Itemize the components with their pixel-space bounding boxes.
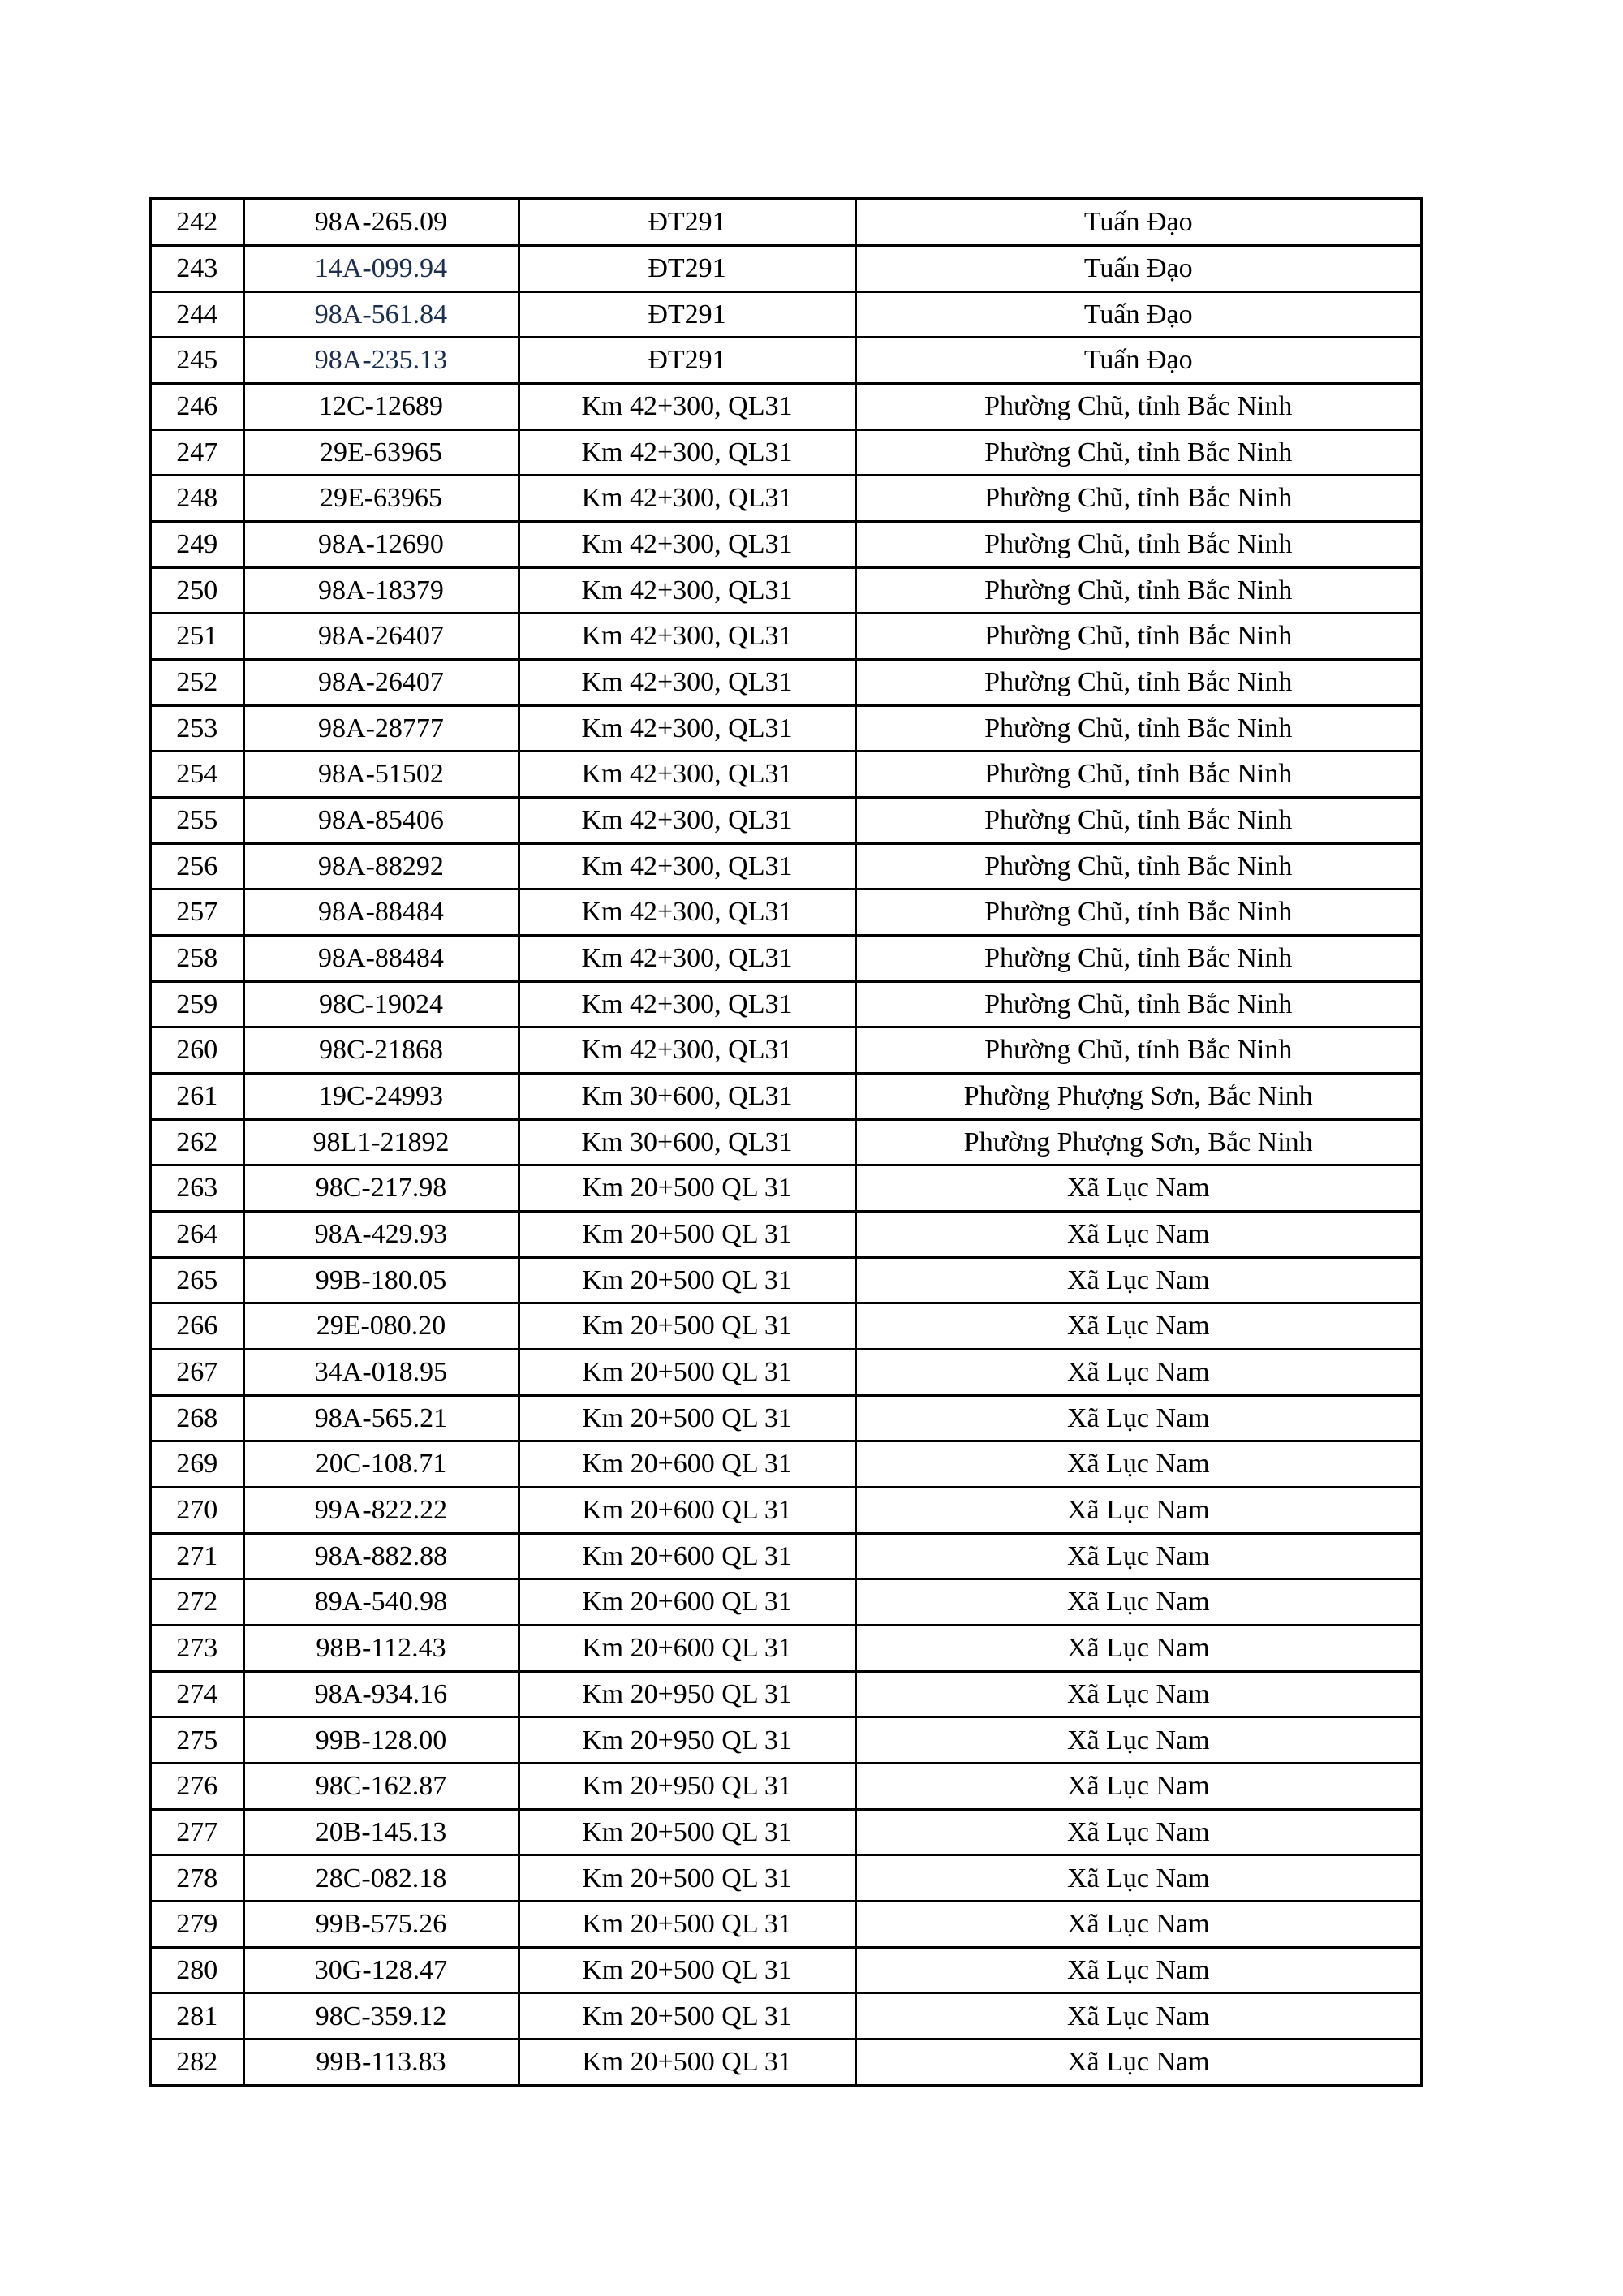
row-number-cell: 278 <box>150 1855 243 1902</box>
plate-number-cell: 98A-88292 <box>243 843 519 890</box>
place-name-cell: Xã Lục Nam <box>855 1717 1422 1764</box>
plate-number-cell: 20B-145.13 <box>243 1809 519 1855</box>
place-name-cell: Phường Chũ, tỉnh Bắc Ninh <box>855 705 1422 752</box>
table-row <box>150 199 1422 245</box>
table-row <box>150 659 1422 705</box>
table-row <box>150 1119 1422 1165</box>
plate-number-cell: 19C-24993 <box>243 1073 519 1119</box>
row-number-cell: 257 <box>150 890 243 936</box>
row-number-cell: 243 <box>150 245 243 291</box>
table-row <box>150 338 1422 384</box>
route-location-cell: Km 42+300, QL31 <box>519 659 855 705</box>
plate-number-cell: 29E-080.20 <box>243 1303 519 1350</box>
route-location-cell: Km 30+600, QL31 <box>519 1073 855 1119</box>
place-name-cell: Phường Chũ, tỉnh Bắc Ninh <box>855 521 1422 567</box>
row-number-cell: 258 <box>150 935 243 981</box>
plate-number-cell: 98L1-21892 <box>243 1119 519 1165</box>
route-location-cell: Km 30+600, QL31 <box>519 1119 855 1165</box>
row-number-cell: 279 <box>150 1902 243 1948</box>
table-row <box>150 245 1422 291</box>
row-number-cell: 282 <box>150 2040 243 2086</box>
plate-number-cell: 20C-108.71 <box>243 1441 519 1488</box>
route-location-cell: Km 20+500 QL 31 <box>519 2040 855 2086</box>
row-number-cell: 247 <box>150 429 243 476</box>
route-location-cell: Km 42+300, QL31 <box>519 1027 855 1074</box>
place-name-cell: Phường Chũ, tỉnh Bắc Ninh <box>855 935 1422 981</box>
plate-number-cell: 98A-88484 <box>243 890 519 936</box>
plate-number-cell: 98A-12690 <box>243 521 519 567</box>
place-name-cell: Xã Lục Nam <box>855 1349 1422 1395</box>
table-row <box>150 1809 1422 1855</box>
table-row <box>150 2040 1422 2086</box>
route-location-cell: Km 20+950 QL 31 <box>519 1717 855 1764</box>
table-row <box>150 705 1422 752</box>
row-number-cell: 266 <box>150 1303 243 1350</box>
place-name-cell: Xã Lục Nam <box>855 2040 1422 2086</box>
table-row <box>150 1073 1422 1119</box>
route-location-cell: Km 42+300, QL31 <box>519 567 855 614</box>
row-number-cell: 271 <box>150 1533 243 1579</box>
row-number-cell: 253 <box>150 705 243 752</box>
table-row <box>150 1349 1422 1395</box>
row-number-cell: 265 <box>150 1257 243 1303</box>
place-name-cell: Phường Chũ, tỉnh Bắc Ninh <box>855 614 1422 660</box>
route-location-cell: Km 42+300, QL31 <box>519 705 855 752</box>
table-row <box>150 429 1422 476</box>
row-number-cell: 245 <box>150 338 243 384</box>
place-name-cell: Xã Lục Nam <box>855 1211 1422 1257</box>
plate-number-cell: 29E-63965 <box>243 429 519 476</box>
place-name-cell: Xã Lục Nam <box>855 1855 1422 1902</box>
plate-number-cell: 28C-082.18 <box>243 1855 519 1902</box>
row-number-cell: 252 <box>150 659 243 705</box>
route-location-cell: Km 20+600 QL 31 <box>519 1626 855 1672</box>
route-location-cell: Km 42+300, QL31 <box>519 843 855 890</box>
row-number-cell: 281 <box>150 1993 243 2040</box>
place-name-cell: Phường Chũ, tỉnh Bắc Ninh <box>855 1027 1422 1074</box>
place-name-cell: Xã Lục Nam <box>855 1809 1422 1855</box>
plate-number-cell: 99B-128.00 <box>243 1717 519 1764</box>
row-number-cell: 254 <box>150 752 243 798</box>
table-row <box>150 1211 1422 1257</box>
row-number-cell: 246 <box>150 383 243 429</box>
table-row <box>150 1993 1422 2040</box>
route-location-cell: Km 42+300, QL31 <box>519 614 855 660</box>
table-row <box>150 567 1422 614</box>
plate-number-cell: 98C-21868 <box>243 1027 519 1074</box>
row-number-cell: 255 <box>150 797 243 843</box>
table-row <box>150 1947 1422 1993</box>
plate-number-cell: 98A-565.21 <box>243 1395 519 1441</box>
place-name-cell: Xã Lục Nam <box>855 1533 1422 1579</box>
table-row <box>150 1717 1422 1764</box>
route-location-cell: Km 20+950 QL 31 <box>519 1671 855 1717</box>
place-name-cell: Phường Chũ, tỉnh Bắc Ninh <box>855 659 1422 705</box>
route-location-cell: Km 20+500 QL 31 <box>519 1855 855 1902</box>
route-location-cell: ĐT291 <box>519 245 855 291</box>
place-name-cell: Phường Phượng Sơn, Bắc Ninh <box>855 1119 1422 1165</box>
route-location-cell: Km 20+600 QL 31 <box>519 1533 855 1579</box>
plate-number-cell: 14A-099.94 <box>243 245 519 291</box>
place-name-cell: Xã Lục Nam <box>855 1488 1422 1534</box>
place-name-cell: Phường Chũ, tỉnh Bắc Ninh <box>855 383 1422 429</box>
plate-number-cell: 98A-26407 <box>243 659 519 705</box>
plate-number-cell: 98A-28777 <box>243 705 519 752</box>
route-location-cell: Km 20+500 QL 31 <box>519 1257 855 1303</box>
plate-number-cell: 99B-575.26 <box>243 1902 519 1948</box>
plate-number-cell: 98A-88484 <box>243 935 519 981</box>
row-number-cell: 249 <box>150 521 243 567</box>
row-number-cell: 256 <box>150 843 243 890</box>
place-name-cell: Xã Lục Nam <box>855 1257 1422 1303</box>
place-name-cell: Phường Phượng Sơn, Bắc Ninh <box>855 1073 1422 1119</box>
place-name-cell: Phường Chũ, tỉnh Bắc Ninh <box>855 476 1422 522</box>
route-location-cell: ĐT291 <box>519 291 855 338</box>
route-location-cell: Km 42+300, QL31 <box>519 383 855 429</box>
table-row <box>150 1671 1422 1717</box>
place-name-cell: Xã Lục Nam <box>855 1395 1422 1441</box>
row-number-cell: 259 <box>150 981 243 1027</box>
table-row <box>150 1855 1422 1902</box>
place-name-cell: Phường Chũ, tỉnh Bắc Ninh <box>855 797 1422 843</box>
row-number-cell: 275 <box>150 1717 243 1764</box>
plate-number-cell: 99A-822.22 <box>243 1488 519 1534</box>
row-number-cell: 242 <box>150 199 243 245</box>
table-row <box>150 1395 1422 1441</box>
route-location-cell: Km 20+500 QL 31 <box>519 1349 855 1395</box>
route-location-cell: Km 42+300, QL31 <box>519 890 855 936</box>
table-row <box>150 383 1422 429</box>
plate-number-cell: 98A-51502 <box>243 752 519 798</box>
plate-number-cell: 98C-359.12 <box>243 1993 519 2040</box>
row-number-cell: 251 <box>150 614 243 660</box>
vehicle-list-table <box>149 197 1423 2087</box>
table-row <box>150 797 1422 843</box>
route-location-cell: Km 20+500 QL 31 <box>519 1303 855 1350</box>
row-number-cell: 248 <box>150 476 243 522</box>
row-number-cell: 273 <box>150 1626 243 1672</box>
route-location-cell: Km 20+500 QL 31 <box>519 1165 855 1212</box>
route-location-cell: Km 20+600 QL 31 <box>519 1488 855 1534</box>
plate-number-cell: 98A-882.88 <box>243 1533 519 1579</box>
table-row <box>150 614 1422 660</box>
table-row <box>150 890 1422 936</box>
route-location-cell: ĐT291 <box>519 199 855 245</box>
plate-number-cell: 29E-63965 <box>243 476 519 522</box>
place-name-cell: Tuấn Đạo <box>855 199 1422 245</box>
route-location-cell: Km 42+300, QL31 <box>519 476 855 522</box>
place-name-cell: Phường Chũ, tỉnh Bắc Ninh <box>855 429 1422 476</box>
route-location-cell: Km 20+600 QL 31 <box>519 1441 855 1488</box>
table-row <box>150 521 1422 567</box>
row-number-cell: 277 <box>150 1809 243 1855</box>
place-name-cell: Phường Chũ, tỉnh Bắc Ninh <box>855 890 1422 936</box>
route-location-cell: Km 20+500 QL 31 <box>519 1211 855 1257</box>
route-location-cell: Km 42+300, QL31 <box>519 981 855 1027</box>
plate-number-cell: 98A-429.93 <box>243 1211 519 1257</box>
row-number-cell: 263 <box>150 1165 243 1212</box>
place-name-cell: Xã Lục Nam <box>855 1671 1422 1717</box>
plate-number-cell: 12C-12689 <box>243 383 519 429</box>
plate-number-cell: 98A-265.09 <box>243 199 519 245</box>
plate-number-cell: 98B-112.43 <box>243 1626 519 1672</box>
route-location-cell: Km 42+300, QL31 <box>519 797 855 843</box>
plate-number-cell: 89A-540.98 <box>243 1579 519 1626</box>
plate-number-cell: 99B-113.83 <box>243 2040 519 2086</box>
place-name-cell: Phường Chũ, tỉnh Bắc Ninh <box>855 843 1422 890</box>
route-location-cell: ĐT291 <box>519 338 855 384</box>
plate-number-cell: 98C-217.98 <box>243 1165 519 1212</box>
table-row <box>150 981 1422 1027</box>
table-body <box>150 199 1422 2086</box>
place-name-cell: Tuấn Đạo <box>855 245 1422 291</box>
table-row <box>150 1902 1422 1948</box>
route-location-cell: Km 20+500 QL 31 <box>519 1902 855 1948</box>
route-location-cell: Km 42+300, QL31 <box>519 752 855 798</box>
place-name-cell: Xã Lục Nam <box>855 1579 1422 1626</box>
place-name-cell: Xã Lục Nam <box>855 1902 1422 1948</box>
route-location-cell: Km 42+300, QL31 <box>519 429 855 476</box>
route-location-cell: Km 20+500 QL 31 <box>519 1395 855 1441</box>
table-row <box>150 1257 1422 1303</box>
place-name-cell: Xã Lục Nam <box>855 1165 1422 1212</box>
table-row <box>150 1533 1422 1579</box>
table-row <box>150 476 1422 522</box>
row-number-cell: 274 <box>150 1671 243 1717</box>
plate-number-cell: 98A-18379 <box>243 567 519 614</box>
place-name-cell: Phường Chũ, tỉnh Bắc Ninh <box>855 981 1422 1027</box>
table-row <box>150 1764 1422 1810</box>
row-number-cell: 276 <box>150 1764 243 1810</box>
place-name-cell: Xã Lục Nam <box>855 1993 1422 2040</box>
place-name-cell: Phường Chũ, tỉnh Bắc Ninh <box>855 567 1422 614</box>
plate-number-cell: 98C-19024 <box>243 981 519 1027</box>
plate-number-cell: 98A-85406 <box>243 797 519 843</box>
plate-number-cell: 98A-934.16 <box>243 1671 519 1717</box>
table-row <box>150 1488 1422 1534</box>
route-location-cell: Km 20+950 QL 31 <box>519 1764 855 1810</box>
plate-number-cell: 99B-180.05 <box>243 1257 519 1303</box>
plate-number-cell: 34A-018.95 <box>243 1349 519 1395</box>
row-number-cell: 250 <box>150 567 243 614</box>
route-location-cell: Km 42+300, QL31 <box>519 935 855 981</box>
table-row <box>150 843 1422 890</box>
route-location-cell: Km 20+500 QL 31 <box>519 1809 855 1855</box>
table-row <box>150 1579 1422 1626</box>
plate-number-cell: 98C-162.87 <box>243 1764 519 1810</box>
route-location-cell: Km 20+500 QL 31 <box>519 1947 855 1993</box>
row-number-cell: 269 <box>150 1441 243 1488</box>
row-number-cell: 264 <box>150 1211 243 1257</box>
place-name-cell: Xã Lục Nam <box>855 1626 1422 1672</box>
row-number-cell: 268 <box>150 1395 243 1441</box>
row-number-cell: 272 <box>150 1579 243 1626</box>
row-number-cell: 262 <box>150 1119 243 1165</box>
row-number-cell: 260 <box>150 1027 243 1074</box>
row-number-cell: 280 <box>150 1947 243 1993</box>
table-row <box>150 1027 1422 1074</box>
place-name-cell: Tuấn Đạo <box>855 338 1422 384</box>
place-name-cell: Phường Chũ, tỉnh Bắc Ninh <box>855 752 1422 798</box>
place-name-cell: Tuấn Đạo <box>855 291 1422 338</box>
place-name-cell: Xã Lục Nam <box>855 1441 1422 1488</box>
row-number-cell: 261 <box>150 1073 243 1119</box>
table-row <box>150 935 1422 981</box>
place-name-cell: Xã Lục Nam <box>855 1303 1422 1350</box>
plate-number-cell: 98A-561.84 <box>243 291 519 338</box>
table-row <box>150 1303 1422 1350</box>
plate-number-cell: 30G-128.47 <box>243 1947 519 1993</box>
route-location-cell: Km 20+600 QL 31 <box>519 1579 855 1626</box>
place-name-cell: Xã Lục Nam <box>855 1947 1422 1993</box>
row-number-cell: 244 <box>150 291 243 338</box>
route-location-cell: Km 42+300, QL31 <box>519 521 855 567</box>
plate-number-cell: 98A-26407 <box>243 614 519 660</box>
table-row <box>150 752 1422 798</box>
row-number-cell: 267 <box>150 1349 243 1395</box>
table-row <box>150 1441 1422 1488</box>
route-location-cell: Km 20+500 QL 31 <box>519 1993 855 2040</box>
place-name-cell: Xã Lục Nam <box>855 1764 1422 1810</box>
table-row <box>150 291 1422 338</box>
table-row <box>150 1165 1422 1212</box>
table-row <box>150 1626 1422 1672</box>
plate-number-cell: 98A-235.13 <box>243 338 519 384</box>
row-number-cell: 270 <box>150 1488 243 1534</box>
